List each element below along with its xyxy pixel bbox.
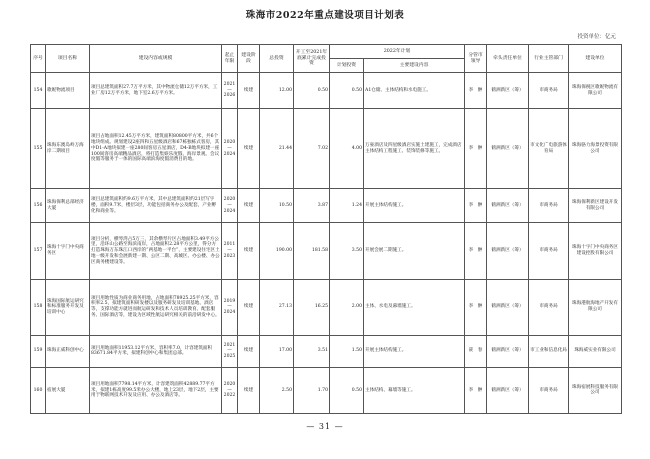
cell-stage: 续建 (238, 73, 260, 109)
cell-stage: 续建 (238, 335, 260, 367)
cell-content: 项目用地面积11953.12平方米，容积率7.0，计容建筑面积83671.84平方米，拟建科创中心和集团总部。 (90, 335, 222, 367)
cell-dept: 市商务局 (529, 279, 569, 335)
cell-dept: 市工业和信息化局 (529, 335, 569, 367)
header-plan-invest: 计划投资 (330, 59, 364, 73)
cell-plan-invest: 2.00 (330, 279, 364, 335)
cell-builder: 珠海威实业有限公司 (569, 335, 622, 367)
cell-name: 珠海东澳岛岭万海岸二期项目 (46, 109, 90, 189)
cell-plan-invest: 1.50 (330, 335, 364, 367)
cell-stage: 续建 (238, 367, 260, 413)
header-leader: 分管市领导 (465, 45, 487, 73)
cell-lead-unit: 鹤洲新区（筹） (487, 109, 529, 189)
cell-lead-unit: 鹤洲新区（筹） (487, 367, 529, 413)
table-row (31, 335, 622, 367)
cell-lead-unit: 鹤洲新区（筹） (487, 335, 529, 367)
cell-plan-content: 开展主体结构施工。 (364, 189, 465, 223)
cell-leader: 聂 春 (465, 335, 487, 367)
cell-leader: 李 翀 (465, 367, 487, 413)
cell-plan-invest: 1.24 (330, 189, 364, 223)
cell-lead-unit: 鹤洲新区（筹） (487, 73, 529, 109)
cell-content: 项目占地面积12.45万平方米，建筑面积80800平方米，共6个地块组成。规划建设2座四和五星级酒店和67栋独栋式客房，其中D1-A地块拟建一座280间客房五星酒店，D4-B地块拟建一座100间客房高端精品酒店，将打造集娱乐度假、海岸景观、会议度假等服务于一体的国际高端滨海度假消费目的地。 (90, 109, 222, 189)
header-years: 起止年限 (222, 45, 238, 73)
cell-leader: 李 翀 (465, 73, 487, 109)
cell-seq: 155 (31, 109, 46, 189)
header-plan-content: 主要建设内容 (364, 59, 465, 73)
unit-label: 投资单位：亿元 (577, 34, 616, 40)
cell-builder: 珠海骆力海景投资有限公司 (569, 109, 622, 189)
cell-plan-content: 主体结构、幕墙等施工。 (364, 367, 465, 413)
header-stage: 建设阶段 (238, 45, 260, 73)
header-dept: 行业主管部门 (529, 45, 569, 73)
cell-stage: 续建 (238, 189, 260, 223)
cell-plan-invest: 0.50 (330, 73, 364, 109)
cell-seq: 158 (31, 279, 46, 335)
cell-total: 17.00 (260, 335, 294, 367)
cell-years: 2020—2024 (222, 189, 238, 223)
cell-cumulative: 16.25 (294, 279, 330, 335)
cell-name: 珠海保利总部经济大厦 (46, 189, 90, 223)
cell-plan-content: 开展主体结构施工。 (364, 335, 465, 367)
table-row (31, 189, 622, 223)
cell-years: 2011—2023 (222, 223, 238, 279)
cell-stage: 续建 (238, 223, 260, 279)
cell-cumulative: 0.50 (294, 73, 330, 109)
project-table (30, 44, 622, 414)
cell-lead-unit: 鹤洲新区（筹） (487, 223, 529, 279)
cell-years: 2020—2024 (222, 109, 238, 189)
cell-plan-content: A1仓储、主体结构和水电施工。 (364, 73, 465, 109)
header-lead-unit: 牵头责任单位 (487, 45, 529, 73)
cell-cumulative: 3.51 (294, 335, 330, 367)
cell-name: 歌妮物流项目 (46, 73, 90, 109)
cell-cumulative: 1.70 (294, 367, 330, 413)
cell-content: 项目总建筑面积27.7万平方米，其中物流仓储12万平方米，工业厂房12万平方米，地下室2.6万平方米。 (90, 73, 222, 109)
cell-leader: 李 翀 (465, 223, 487, 279)
cell-leader: 李 翀 (465, 189, 487, 223)
cell-years: 2021—2026 (222, 73, 238, 109)
cell-cumulative: 7.02 (294, 109, 330, 189)
cell-plan-invest: 4.00 (330, 109, 364, 189)
header-total: 总投资 (260, 45, 294, 73)
cell-leader: 李 翀 (465, 279, 487, 335)
cell-builder: 珠海十字门中央商务区建设控股有限公司 (569, 223, 622, 279)
cell-name: 珠海正威科创中心 (46, 335, 90, 367)
cell-plan-invest: 0.50 (330, 367, 364, 413)
table-row (31, 279, 622, 335)
cell-plan-content: 开展会展二期施工。 (364, 223, 465, 279)
cell-total: 12.00 (260, 73, 294, 109)
table-row (31, 367, 622, 413)
cell-years: 2020—2022 (222, 367, 238, 413)
cell-dept: 市商务局 (529, 189, 569, 223)
cell-cumulative: 3.87 (294, 189, 330, 223)
cell-plan-content: 主体、水电及幕墙施工。 (364, 279, 465, 335)
cell-dept: 市商务局 (529, 223, 569, 279)
cell-years: 2019—2024 (222, 279, 238, 335)
cell-content: 项目用地性质为商业商务用地，占地面积78925.25平方米，容积率2.5，拟建筑面积研发楼以及服务研发及培训基地、酒店等，支撑功能方就进而航运研发和技术人员培训教育、配套服务、国际酒店等，建设为区域性航运研究相关的前沿研发中心。 (90, 279, 222, 335)
cell-seq: 156 (31, 189, 46, 223)
cell-name: 珠海十字门中央商务区 (46, 223, 90, 279)
cell-dept: 市文化广电旅游体育局 (529, 109, 569, 189)
header-plan-group: 2022年计划 (330, 45, 465, 59)
cell-seq: 160 (31, 367, 46, 413)
cell-content: 项目用地面积7798.14平方米，计容建筑面积42889.77平方米，拟建1栋高度99.5米办公大楼，地上23层，地下2层，主要用于物联网技术开发及应用、办公及酒店等。 (90, 367, 222, 413)
cell-total: 27.13 (260, 279, 294, 335)
cell-lead-unit: 鹤洲新区（筹） (487, 189, 529, 223)
cell-dept: 市商务局 (529, 73, 569, 109)
header-row-1 (31, 45, 622, 59)
cell-builder: 珠海港航海地产开发有限公司 (569, 279, 622, 335)
page-title: 珠海市2022年重点建设项目计划表 (245, 10, 405, 21)
header-seq: 序号 (31, 45, 46, 73)
cell-content: 项目总建筑面积约9.6万平方米，其中总建筑面积约21层写字楼，面积9.7米，楼层3层，功能包括商务办公及配套，产业孵化和商业等。 (90, 189, 222, 223)
header-cumulative: 开工至2021年底累计完成投资 (294, 45, 330, 73)
cell-stage: 续建 (238, 109, 260, 189)
cell-seq: 157 (31, 223, 46, 279)
cell-total: 21.44 (260, 109, 294, 189)
cell-dept: 市商务局 (529, 367, 569, 413)
cell-builder: 珠海保税区歌妮物流有限公司 (569, 73, 622, 109)
header-content: 建设内容或规模 (90, 45, 222, 73)
cell-seq: 159 (31, 335, 46, 367)
page-number: — 31 — (306, 422, 344, 431)
cell-leader: 李 翀 (465, 109, 487, 189)
cell-lead-unit: 鹤洲新区（筹） (487, 279, 529, 335)
cell-name: 珠海国际航运研究和标准服务开发及培训中心 (46, 279, 90, 335)
cell-stage: 续建 (238, 279, 260, 335)
cell-seq: 154 (31, 73, 46, 109)
cell-plan-invest: 3.50 (330, 223, 364, 279)
cell-builder: 珠海保利新区建设开发有限公司 (569, 189, 622, 223)
header-builder: 建设单位 (569, 45, 622, 73)
table-row (31, 223, 622, 279)
cell-cumulative: 181.58 (294, 223, 330, 279)
cell-years: 2021—2025 (222, 335, 238, 367)
cell-name: 宿展大厦 (46, 367, 90, 413)
cell-total: 190.00 (260, 223, 294, 279)
cell-builder: 珠海宿展科技服务有限公司 (569, 367, 622, 413)
cell-plan-content: 万豪酒店及四星级酒店实施土建施工，完成酒店主体结构工程施工、装饰装修等施工。 (364, 109, 465, 189)
cell-total: 10.50 (260, 189, 294, 223)
table-row (31, 109, 622, 189)
header-name: 项目名称 (46, 45, 90, 73)
cell-total: 2.50 (260, 367, 294, 413)
table-row (31, 73, 622, 109)
cell-content: 项目分析，横琴湾占5万三，其余横琴片区占地面积3.49平方公里，沿环山公路至海滨南岸，占地面积2.28平方公里，得分方打造珠海万东珠江口西岸的“两基地一平台”，主要建设住宅区土地一级开发和会展新建一期、公区二期、高城区、办公楼、办公区商务楼建设等。 (90, 223, 222, 279)
